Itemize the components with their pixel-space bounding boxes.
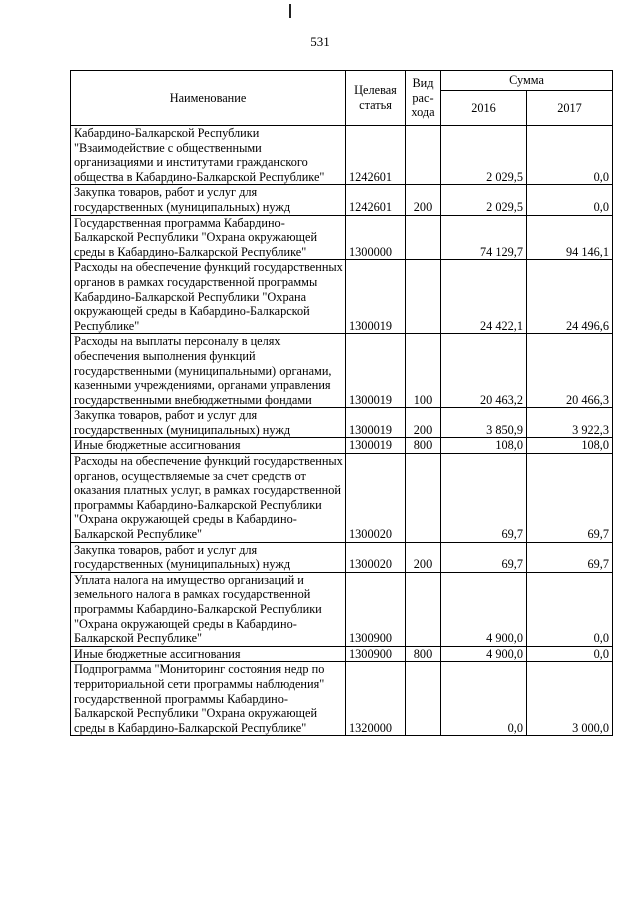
row-target-code: 1320000 — [346, 662, 406, 736]
table-row — [71, 126, 613, 185]
row-target-code: 1300020 — [346, 454, 406, 543]
row-sum-2016: 69,7 — [441, 454, 527, 543]
row-sum-2017: 0,0 — [527, 126, 613, 185]
row-target-code: 1300019 — [346, 334, 406, 408]
row-sum-2016: 108,0 — [441, 438, 527, 454]
table-row — [71, 408, 613, 438]
row-target-code: 1300020 — [346, 542, 406, 572]
row-name: Закупка товаров, работ и услуг для государственных (муниципальных) нужд — [71, 542, 346, 572]
row-sum-2017: 24 496,6 — [527, 260, 613, 334]
row-expense-type — [406, 126, 441, 185]
row-sum-2016: 3 850,9 — [441, 408, 527, 438]
row-sum-2016: 2 029,5 — [441, 185, 527, 215]
row-expense-type — [406, 260, 441, 334]
table-row — [71, 662, 613, 736]
row-sum-2017: 69,7 — [527, 542, 613, 572]
row-sum-2016: 20 463,2 — [441, 334, 527, 408]
table-row — [71, 646, 613, 662]
row-expense-type: 800 — [406, 646, 441, 662]
row-sum-2016: 2 029,5 — [441, 126, 527, 185]
header-sum: Сумма — [441, 71, 613, 91]
row-target-code: 1300019 — [346, 438, 406, 454]
row-name: Кабардино-Балкарской Республики "Взаимодействие с общественными организациями и институтами гражданского общества в Кабардино-Балкарской Республике" — [71, 126, 346, 185]
row-sum-2017: 69,7 — [527, 454, 613, 543]
header-type: Вид рас- хода — [406, 71, 441, 126]
row-expense-type: 200 — [406, 185, 441, 215]
row-sum-2017: 0,0 — [527, 185, 613, 215]
row-sum-2017: 20 466,3 — [527, 334, 613, 408]
row-target-code: 1300019 — [346, 260, 406, 334]
table-row — [71, 454, 613, 543]
row-sum-2016: 4 900,0 — [441, 646, 527, 662]
row-sum-2017: 0,0 — [527, 572, 613, 646]
row-expense-type: 200 — [406, 542, 441, 572]
row-target-code: 1242601 — [346, 185, 406, 215]
row-name: Закупка товаров, работ и услуг для государственных (муниципальных) нужд — [71, 185, 346, 215]
table-row — [71, 334, 613, 408]
row-sum-2016: 4 900,0 — [441, 572, 527, 646]
table-row — [71, 215, 613, 260]
page-number: 531 — [310, 34, 330, 49]
row-target-code: 1300900 — [346, 646, 406, 662]
row-sum-2017: 3 000,0 — [527, 662, 613, 736]
row-expense-type — [406, 572, 441, 646]
row-target-code: 1300019 — [346, 408, 406, 438]
table-row — [71, 542, 613, 572]
row-sum-2016: 69,7 — [441, 542, 527, 572]
table-row — [71, 572, 613, 646]
header-name: Наименование — [71, 71, 346, 126]
row-sum-2017: 3 922,3 — [527, 408, 613, 438]
row-expense-type: 100 — [406, 334, 441, 408]
table-row — [71, 260, 613, 334]
row-sum-2017: 108,0 — [527, 438, 613, 454]
row-target-code: 1242601 — [346, 126, 406, 185]
row-sum-2017: 94 146,1 — [527, 215, 613, 260]
header-year-2016: 2016 — [441, 91, 527, 126]
row-target-code: 1300900 — [346, 572, 406, 646]
budget-table — [70, 70, 613, 736]
table-row — [71, 438, 613, 454]
table-body — [71, 126, 613, 736]
header-year-2017: 2017 — [527, 91, 613, 126]
row-expense-type: 200 — [406, 408, 441, 438]
row-target-code: 1300000 — [346, 215, 406, 260]
row-expense-type: 800 — [406, 438, 441, 454]
row-name: Закупка товаров, работ и услуг для государственных (муниципальных) нужд — [71, 408, 346, 438]
scan-mark — [289, 4, 291, 18]
header-target: Целевая статья — [346, 71, 406, 126]
row-expense-type — [406, 454, 441, 543]
row-name: Расходы на обеспечение функций государственных органов, осуществляемые за счет средств от оказания платных услуг, в рамках государственной программы Кабардино-Балкарской Республики "Охрана окружающей среды в Кабардино-Балкарской Республике" — [71, 454, 346, 543]
row-name: Расходы на обеспечение функций государственных органов в рамках государственной программы Кабардино-Балкарской Республики "Охрана окружающей среды в Кабардино-Балкарской Республике" — [71, 260, 346, 334]
row-name: Уплата налога на имущество организаций и земельного налога в рамках государственной программы Кабардино-Балкарской Республики "Охрана окружающей среды в Кабардино-Балкарской Республике" — [71, 572, 346, 646]
row-sum-2017: 0,0 — [527, 646, 613, 662]
row-name: Иные бюджетные ассигнования — [71, 646, 346, 662]
row-name: Расходы на выплаты персоналу в целях обеспечения выполнения функций государственными (муниципальными) органами, казенными учреждениями, органами управления государственными внебюджетными фондами — [71, 334, 346, 408]
row-expense-type — [406, 215, 441, 260]
row-sum-2016: 74 129,7 — [441, 215, 527, 260]
row-name: Подпрограмма "Мониторинг состояния недр по территориальной сети программы наблюдения" государственной программы Кабардино-Балкарской Республики "Охрана окружающей среды в Кабардино-Балкарской Республике" — [71, 662, 346, 736]
row-sum-2016: 0,0 — [441, 662, 527, 736]
row-sum-2016: 24 422,1 — [441, 260, 527, 334]
row-name: Государственная программа Кабардино-Балкарской Республики "Охрана окружающей среды в Кабардино-Балкарской Республике" — [71, 215, 346, 260]
table-row — [71, 185, 613, 215]
row-expense-type — [406, 662, 441, 736]
row-name: Иные бюджетные ассигнования — [71, 438, 346, 454]
